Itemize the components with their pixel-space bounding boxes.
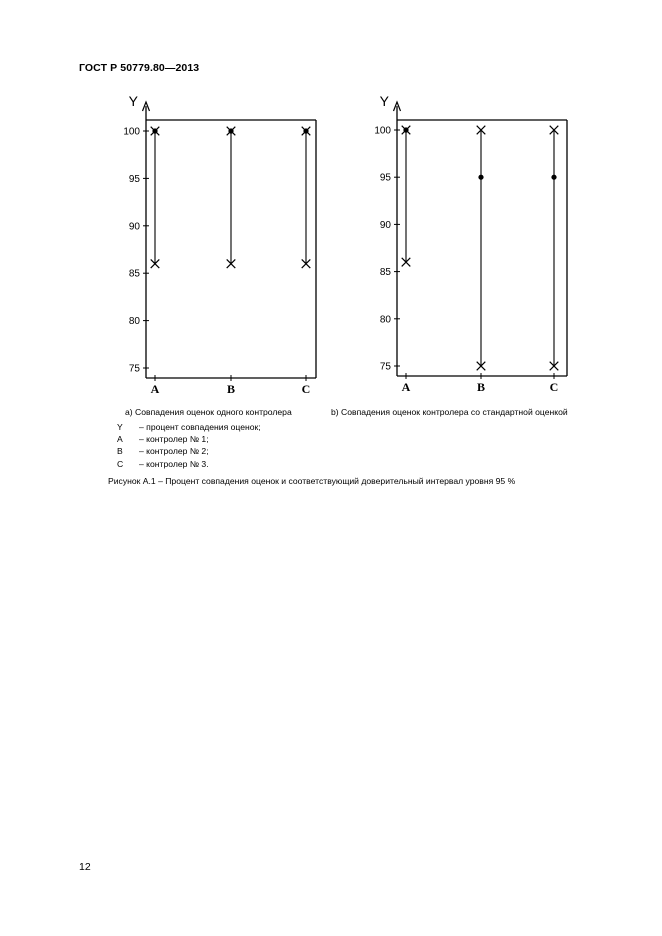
document-header: ГОСТ Р 50779.80—2013 bbox=[79, 62, 200, 74]
y-tick-label: 95 bbox=[379, 172, 391, 184]
legend-row bbox=[117, 445, 261, 457]
legend-symbol: Y bbox=[117, 422, 123, 432]
y-tick-label: 85 bbox=[128, 268, 140, 280]
x-tick-label: A bbox=[150, 382, 160, 396]
legend-symbol: A bbox=[117, 434, 123, 445]
y-tick-label: 100 bbox=[123, 126, 140, 138]
x-tick-label: C bbox=[301, 382, 311, 396]
y-tick-label: 85 bbox=[379, 267, 391, 279]
legend-symbol: B bbox=[117, 446, 123, 457]
caption-b: b) Совпадения оценок контролера со стандартной оценкой bbox=[331, 407, 568, 417]
legend-row bbox=[117, 458, 261, 470]
x-tick-label: A bbox=[401, 380, 411, 394]
legend-text: – процент совпадения оценок; bbox=[139, 422, 261, 432]
x-tick-label: C bbox=[549, 380, 559, 394]
legend-symbol: C bbox=[117, 458, 124, 469]
x-tick-label: B bbox=[476, 380, 486, 394]
legend-row bbox=[117, 433, 261, 445]
legend-text: – контролер № 1; bbox=[139, 434, 209, 445]
y-tick-label: 75 bbox=[379, 361, 391, 373]
y-tick-label: 80 bbox=[128, 316, 140, 328]
page-number: 12 bbox=[79, 861, 91, 873]
estimate-point bbox=[403, 127, 408, 132]
caption-a: а) Совпадения оценок одного контролера bbox=[125, 407, 292, 417]
y-tick-label: 100 bbox=[374, 125, 391, 137]
y-tick-label: 80 bbox=[379, 314, 391, 326]
legend bbox=[117, 421, 261, 470]
legend-row bbox=[117, 421, 261, 433]
legend-text: – контролер № 2; bbox=[139, 446, 209, 457]
y-tick-label: 90 bbox=[128, 221, 140, 233]
y-tick-label: 95 bbox=[128, 173, 140, 185]
chart-b bbox=[0, 0, 662, 425]
chart-b-svg bbox=[0, 0, 662, 420]
estimate-point bbox=[478, 175, 483, 180]
x-tick-label: B bbox=[226, 382, 236, 396]
y-axis-label: Y bbox=[379, 93, 389, 109]
figure-caption: Рисунок А.1 – Процент совпадения оценок и соответствующий доверительный интервал уровня 95 % bbox=[108, 476, 516, 486]
estimate-point bbox=[551, 175, 556, 180]
y-tick-label: 90 bbox=[379, 219, 391, 231]
y-axis-label: Y bbox=[128, 93, 138, 109]
y-tick-label: 75 bbox=[128, 363, 140, 375]
legend-text: – контролер № 3. bbox=[139, 458, 209, 469]
